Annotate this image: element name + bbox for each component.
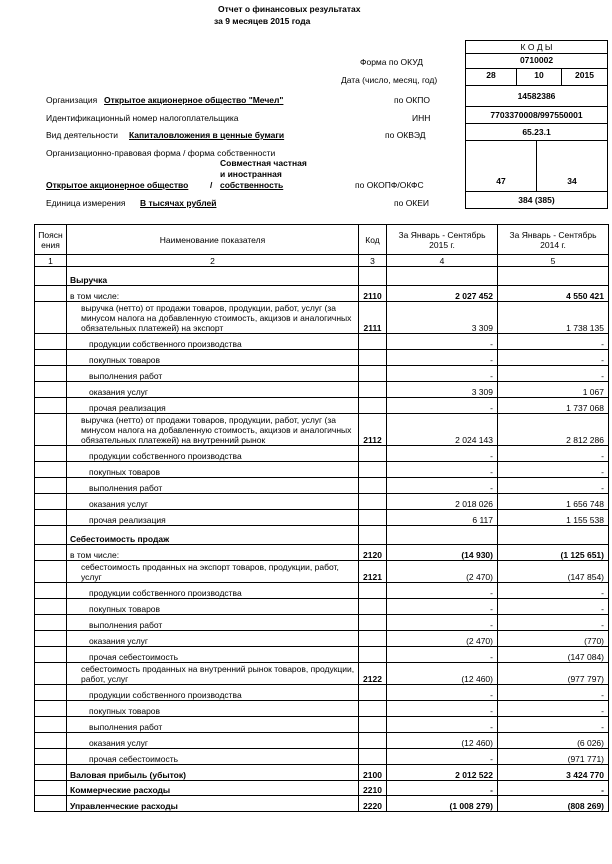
ownership-line1: Совместная частная [220, 158, 307, 168]
table-row [35, 631, 609, 647]
row-value-2015: 2 024 143 [387, 414, 498, 446]
row-name: Управленческие расходы [67, 796, 359, 812]
colnum-2: 2 [67, 255, 359, 267]
row-value-2015: (12 460) [387, 663, 498, 685]
ownership-line3: собственность [220, 180, 284, 190]
activity-value: Капиталовложения в ценные бумаги [129, 130, 285, 140]
table-row [35, 561, 609, 583]
org-label: Организация [46, 95, 98, 105]
colnum-5: 5 [498, 255, 609, 267]
row-value-2015: - [387, 478, 498, 494]
table-row [35, 494, 609, 510]
row-name: оказания услуг [67, 733, 359, 749]
row-note [35, 647, 67, 663]
row-note [35, 398, 67, 414]
row-name: покупных товаров [67, 701, 359, 717]
row-value-2015: - [387, 615, 498, 631]
row-value-2015: 2 027 452 [387, 286, 498, 302]
row-name: прочая себестоимость [67, 749, 359, 765]
codes-title: К О Д Ы [465, 40, 608, 54]
table-row [35, 733, 609, 749]
org-value: Открытое акционерное общество "Мечел" [104, 95, 284, 105]
table-row [35, 350, 609, 366]
row-code [359, 334, 387, 350]
row-value-2015: - [387, 398, 498, 414]
opf-label: Организационно-правовая форма / форма собственности [46, 148, 276, 158]
table-row [35, 796, 609, 812]
row-value-2014: 1 155 538 [498, 510, 609, 526]
header-2015-line1: За Январь - Сентябрь [398, 229, 486, 240]
row-name: выполнения работ [67, 478, 359, 494]
row-name: выполнения работ [67, 366, 359, 382]
row-note [35, 583, 67, 599]
row-code [359, 733, 387, 749]
row-code: 2122 [359, 663, 387, 685]
row-value-2015: 3 309 [387, 302, 498, 334]
row-value-2014: - [498, 446, 609, 462]
date-label: Дата (число, месяц, год) [341, 75, 438, 85]
activity-label: Вид деятельности [46, 130, 118, 140]
row-value-2014: 1 067 [498, 382, 609, 398]
inn-row-label: Идентификационный номер налогоплательщика [46, 113, 239, 123]
row-name: продукции собственного производства [67, 446, 359, 462]
row-name: Выручка [67, 267, 359, 286]
row-name: покупных товаров [67, 462, 359, 478]
row-code: 2110 [359, 286, 387, 302]
row-name: выполнения работ [67, 615, 359, 631]
row-code [359, 647, 387, 663]
okved-label: по ОКВЭД [385, 130, 426, 140]
row-code: 2220 [359, 796, 387, 812]
row-code [359, 685, 387, 701]
row-name: себестоимость проданных на экспорт товаров, продукции, работ, услуг [67, 561, 359, 583]
row-value-2014 [498, 267, 609, 286]
row-code [359, 749, 387, 765]
row-note [35, 510, 67, 526]
header-name: Наименование показателя [67, 225, 359, 255]
table-row [35, 781, 609, 796]
colnum-4: 4 [387, 255, 498, 267]
row-note [35, 350, 67, 366]
row-value-2015: - [387, 462, 498, 478]
row-value-2014: 1 737 068 [498, 398, 609, 414]
okei-label: по ОКЕИ [394, 198, 430, 208]
inn-label: ИНН [412, 113, 431, 123]
row-code [359, 398, 387, 414]
okpo-label: по ОКПО [394, 95, 430, 105]
row-name: покупных товаров [67, 350, 359, 366]
table-row [35, 382, 609, 398]
okopf-value: 47 [465, 140, 537, 192]
row-value-2015: - [387, 366, 498, 382]
row-value-2014: 1 656 748 [498, 494, 609, 510]
row-value-2014: (770) [498, 631, 609, 647]
row-code: 2100 [359, 765, 387, 781]
table-row [35, 717, 609, 733]
row-value-2015: 6 117 [387, 510, 498, 526]
row-value-2014: (147 854) [498, 561, 609, 583]
unit-label: Единица измерения [46, 198, 126, 208]
header-2014-line2: 2014 г. [540, 239, 566, 250]
row-note [35, 462, 67, 478]
row-name: продукции собственного производства [67, 334, 359, 350]
row-value-2015: - [387, 583, 498, 599]
row-value-2015: - [387, 446, 498, 462]
table-row [35, 334, 609, 350]
row-name: выполнения работ [67, 717, 359, 733]
row-name: выручка (нетто) от продажи товаров, продукции, работ, услуг (за минусом налога на добавленную стоимость, акцизов и аналогичных обязательных платежей) на экспорт [67, 302, 359, 334]
row-note [35, 701, 67, 717]
row-name: продукции собственного производства [67, 583, 359, 599]
header-note [35, 225, 67, 255]
row-value-2014: - [498, 366, 609, 382]
row-value-2015: (2 470) [387, 561, 498, 583]
row-note [35, 414, 67, 446]
header-2015 [387, 225, 498, 255]
header-2015-line2: 2015 г. [429, 239, 455, 250]
row-code [359, 583, 387, 599]
table-row [35, 286, 609, 302]
row-value-2014: - [498, 478, 609, 494]
row-name: в том числе: [67, 545, 359, 561]
row-value-2014: - [498, 350, 609, 366]
row-note [35, 781, 67, 796]
table-row [35, 749, 609, 765]
row-value-2014: - [498, 781, 609, 796]
report-period: за 9 месяцев 2015 года [214, 16, 311, 26]
row-note [35, 631, 67, 647]
row-value-2014: - [498, 685, 609, 701]
header-note-line1: Поясн [38, 229, 63, 240]
okud-label: Форма по ОКУД [360, 57, 423, 67]
row-value-2015: - [387, 781, 498, 796]
colnum-3: 3 [359, 255, 387, 267]
header-2014-line1: За Январь - Сентябрь [509, 229, 597, 240]
row-code [359, 701, 387, 717]
row-note [35, 478, 67, 494]
row-name: в том числе: [67, 286, 359, 302]
row-value-2014: 2 812 286 [498, 414, 609, 446]
row-code [359, 267, 387, 286]
row-note [35, 796, 67, 812]
table-row [35, 414, 609, 446]
table-row [35, 366, 609, 382]
row-note [35, 545, 67, 561]
row-value-2014: (1 125 651) [498, 545, 609, 561]
table-row [35, 765, 609, 781]
date-year: 2015 [561, 68, 608, 86]
table-row [35, 647, 609, 663]
inn-value: 7703370008/997550001 [465, 106, 608, 124]
row-value-2014: (971 771) [498, 749, 609, 765]
row-value-2014: 4 550 421 [498, 286, 609, 302]
table-row [35, 583, 609, 599]
row-value-2014: (6 026) [498, 733, 609, 749]
row-note [35, 615, 67, 631]
row-code [359, 366, 387, 382]
row-code: 2111 [359, 302, 387, 334]
row-value-2014 [498, 526, 609, 545]
row-value-2015 [387, 267, 498, 286]
opf-slash: / [210, 180, 213, 190]
row-note [35, 663, 67, 685]
okopf-label: по ОКОПФ/ОКФС [355, 180, 424, 190]
row-code [359, 599, 387, 615]
row-code [359, 510, 387, 526]
row-value-2015: (12 460) [387, 733, 498, 749]
table-row [35, 510, 609, 526]
row-value-2015: - [387, 599, 498, 615]
row-value-2014: - [498, 334, 609, 350]
row-code [359, 717, 387, 733]
okved-value: 65.23.1 [465, 123, 608, 141]
row-value-2014: 1 738 135 [498, 302, 609, 334]
row-note [35, 599, 67, 615]
row-name: покупных товаров [67, 599, 359, 615]
ownership-line2: и иностранная [220, 169, 282, 179]
table-row [35, 302, 609, 334]
row-code [359, 526, 387, 545]
row-code: 2120 [359, 545, 387, 561]
row-value-2014: - [498, 717, 609, 733]
table-row [35, 526, 609, 545]
row-name: Коммерческие расходы [67, 781, 359, 796]
row-note [35, 286, 67, 302]
header-note-line2: ения [41, 239, 60, 250]
date-day: 28 [465, 68, 517, 86]
row-code [359, 446, 387, 462]
row-code [359, 382, 387, 398]
row-note [35, 302, 67, 334]
row-note [35, 267, 67, 286]
row-name: оказания услуг [67, 631, 359, 647]
row-value-2015: (1 008 279) [387, 796, 498, 812]
row-value-2015 [387, 526, 498, 545]
table-row [35, 599, 609, 615]
row-note [35, 382, 67, 398]
row-code [359, 615, 387, 631]
row-value-2015: - [387, 749, 498, 765]
row-value-2015: - [387, 334, 498, 350]
date-month: 10 [516, 68, 562, 86]
row-value-2015: - [387, 647, 498, 663]
table-row [35, 446, 609, 462]
row-name: оказания услуг [67, 494, 359, 510]
row-code: 2210 [359, 781, 387, 796]
table-row [35, 545, 609, 561]
table-row [35, 615, 609, 631]
row-note [35, 561, 67, 583]
row-value-2014: 3 424 770 [498, 765, 609, 781]
table-row [35, 701, 609, 717]
row-name: выручка (нетто) от продажи товаров, продукции, работ, услуг (за минусом налога на добавленную стоимость, акцизов и аналогичных обязательных платежей) на внутренний рынок [67, 414, 359, 446]
row-name: оказания услуг [67, 382, 359, 398]
row-note [35, 446, 67, 462]
row-name: продукции собственного производства [67, 685, 359, 701]
okfs-value: 34 [536, 140, 608, 192]
okpo-value: 14582386 [465, 85, 608, 107]
okei-value: 384 (385) [465, 191, 608, 209]
row-code [359, 631, 387, 647]
financial-results-table [34, 224, 609, 812]
row-note [35, 366, 67, 382]
row-note [35, 334, 67, 350]
header-code: Код [359, 225, 387, 255]
row-note [35, 494, 67, 510]
row-value-2015: - [387, 685, 498, 701]
row-value-2015: 3 309 [387, 382, 498, 398]
row-value-2015: - [387, 717, 498, 733]
row-value-2014: - [498, 462, 609, 478]
row-value-2014: (977 797) [498, 663, 609, 685]
row-value-2014: - [498, 701, 609, 717]
row-name: прочая себестоимость [67, 647, 359, 663]
row-note [35, 749, 67, 765]
row-value-2015: (2 470) [387, 631, 498, 647]
row-name: Валовая прибыль (убыток) [67, 765, 359, 781]
table-row [35, 663, 609, 685]
row-code [359, 494, 387, 510]
row-value-2015: - [387, 350, 498, 366]
row-code [359, 462, 387, 478]
table-row [35, 267, 609, 286]
row-code [359, 478, 387, 494]
row-name: прочая реализация [67, 510, 359, 526]
row-value-2014: (808 269) [498, 796, 609, 812]
row-note [35, 765, 67, 781]
unit-value: В тысячах рублей [140, 198, 217, 208]
row-code: 2121 [359, 561, 387, 583]
table-row [35, 478, 609, 494]
row-note [35, 685, 67, 701]
colnum-1: 1 [35, 255, 67, 267]
row-value-2014: - [498, 599, 609, 615]
table-row [35, 398, 609, 414]
row-name: себестоимость проданных на внутренний рынок товаров, продукции, работ, услуг [67, 663, 359, 685]
opf-value: Открытое акционерное общество [46, 180, 189, 190]
row-value-2015: 2 018 026 [387, 494, 498, 510]
row-name: Себестоимость продаж [67, 526, 359, 545]
table-row [35, 462, 609, 478]
row-note [35, 733, 67, 749]
okud-value: 0710002 [465, 53, 608, 69]
row-value-2015: 2 012 522 [387, 765, 498, 781]
row-value-2014: - [498, 615, 609, 631]
row-value-2015: (14 930) [387, 545, 498, 561]
row-value-2014: (147 084) [498, 647, 609, 663]
row-code [359, 350, 387, 366]
row-note [35, 526, 67, 545]
row-note [35, 717, 67, 733]
row-value-2014: - [498, 583, 609, 599]
header-2014 [498, 225, 609, 255]
table-row [35, 685, 609, 701]
report-title: Отчет о финансовых результатах [218, 4, 361, 14]
row-code: 2112 [359, 414, 387, 446]
row-value-2015: - [387, 701, 498, 717]
row-name: прочая реализация [67, 398, 359, 414]
